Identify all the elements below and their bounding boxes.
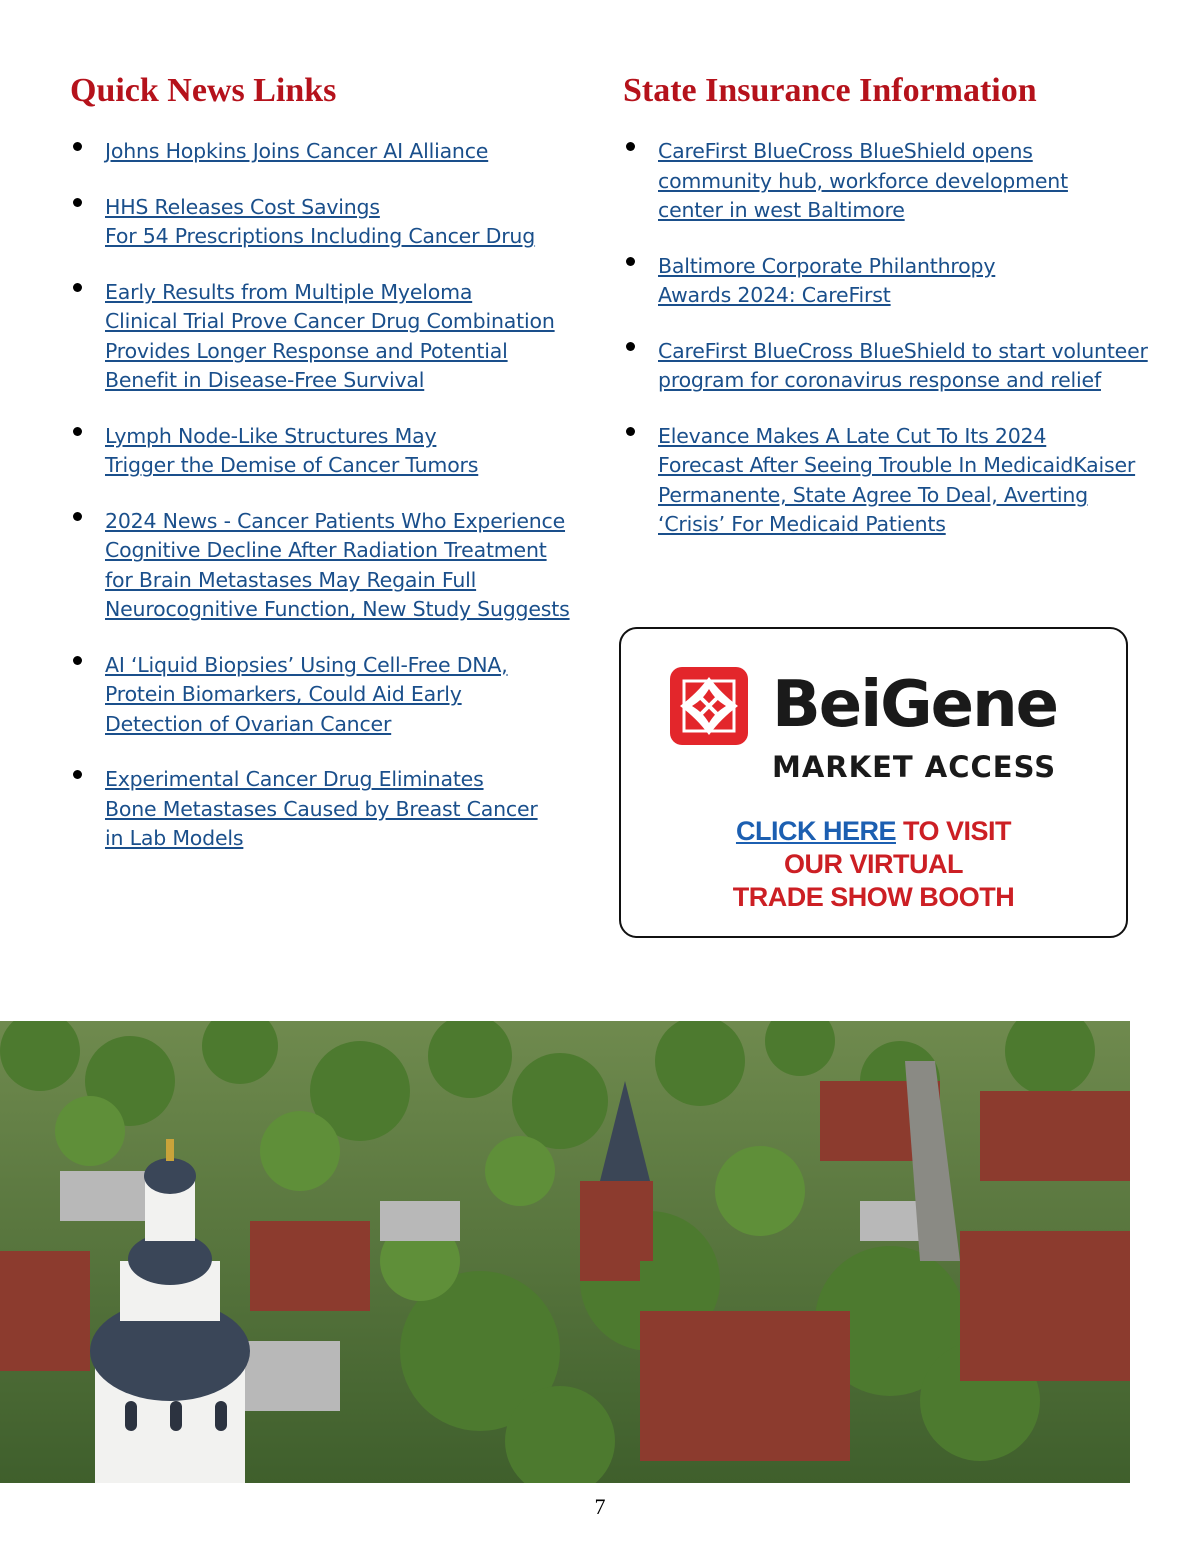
state-insurance-heading: State Insurance Information <box>623 72 1037 109</box>
news-link[interactable]: 2024 News - Cancer Patients Who Experience Cognitive Decline After Radiation Treatment for Brain Metastases May Regain Full Neurocognitive Function, New Study Suggests <box>105 508 570 621</box>
cta-line-1 <box>621 815 1126 848</box>
click-here-link[interactable]: CLICK HERE <box>735 816 896 846</box>
bullet-icon <box>73 283 82 292</box>
beigene-ad-banner[interactable] <box>619 627 1128 938</box>
list-item <box>70 507 570 625</box>
bullet-icon <box>626 142 635 151</box>
insurance-link[interactable]: CareFirst BlueCross BlueShield opens community hub, workforce development center in west Baltimore <box>658 139 1068 222</box>
brand-name: BeiGene <box>772 668 1058 742</box>
beigene-logo-icon <box>670 667 748 745</box>
list-item <box>70 278 570 396</box>
cta-line-1-rest: TO VISIT <box>895 816 1012 846</box>
list-item <box>70 193 570 252</box>
insurance-link[interactable]: Baltimore Corporate Philanthropy Awards 2024: CareFirst <box>658 253 996 307</box>
list-item <box>70 651 570 740</box>
news-link[interactable]: Experimental Cancer Drug Eliminates Bone Metastases Caused by Breast Cancer in Lab Models <box>105 767 538 850</box>
brand-subtitle: MARKET ACCESS <box>772 750 1057 784</box>
news-link[interactable]: Early Results from Multiple Myeloma Clinical Trial Prove Cancer Drug Combination Provides Longer Response and Potential Benefit in Disease-Free Survival <box>105 279 555 392</box>
list-item <box>623 252 1148 311</box>
bullet-icon <box>73 512 82 521</box>
quick-news-list <box>70 137 570 880</box>
news-link[interactable]: Johns Hopkins Joins Cancer AI Alliance <box>105 139 489 163</box>
bullet-icon <box>626 427 635 436</box>
bullet-icon <box>626 342 635 351</box>
bullet-icon <box>626 257 635 266</box>
page-number: 7 <box>594 1494 606 1519</box>
quick-news-heading: Quick News Links <box>70 72 337 109</box>
bullet-icon <box>73 770 82 779</box>
virtual-booth-cta[interactable] <box>621 815 1126 914</box>
bullet-icon <box>73 656 82 665</box>
cta-line-3: TRADE SHOW BOOTH <box>732 882 1015 912</box>
bullet-icon <box>73 198 82 207</box>
insurance-link[interactable]: Elevance Makes A Late Cut To Its 2024 Forecast After Seeing Trouble In MedicaidKaiser Permanente, State Agree To Deal, Averting ‘Crisis’ For Medicaid Patients <box>658 423 1136 536</box>
list-item <box>70 137 570 167</box>
aerial-city-photo-icon <box>0 1021 1130 1483</box>
bullet-icon <box>73 142 82 151</box>
list-item <box>623 422 1148 540</box>
news-link[interactable]: AI ‘Liquid Biopsies’ Using Cell-Free DNA, Protein Biomarkers, Could Aid Early Detection of Ovarian Cancer <box>105 652 508 736</box>
insurance-link[interactable]: CareFirst BlueCross BlueShield to start volunteer program for coronavirus response and relief <box>658 338 1148 392</box>
list-item <box>623 337 1148 396</box>
cta-line-2: OUR VIRTUAL <box>784 849 963 879</box>
state-insurance-list <box>623 137 1148 566</box>
aerial-city-photo <box>0 1021 1130 1483</box>
list-item <box>70 422 570 481</box>
list-item <box>70 765 570 854</box>
bullet-icon <box>73 427 82 436</box>
list-item <box>623 137 1148 226</box>
news-link[interactable]: Lymph Node-Like Structures May Trigger the Demise of Cancer Tumors <box>105 423 479 477</box>
news-link[interactable]: HHS Releases Cost Savings For 54 Prescriptions Including Cancer Drug <box>105 194 536 248</box>
